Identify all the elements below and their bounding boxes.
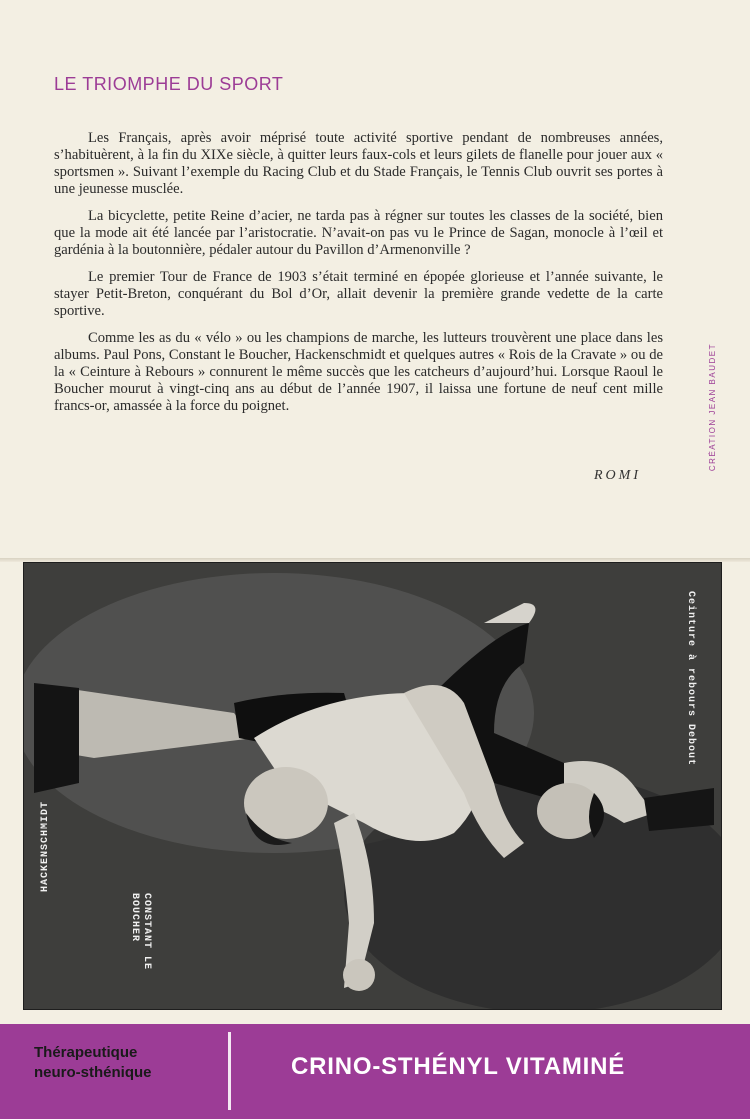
article-paragraph-3: Le premier Tour de France de 1903 s’était terminé en épopée glorieuse et l’année suivante, le stayer Petit-Breton, conquérant du Bol d’Or, allait devenir la première grande vedette de la carte sportive.: [54, 269, 663, 319]
product-tagline: [34, 1043, 152, 1083]
wrestler-name-constant-line2: LE BOUCHER: [129, 893, 152, 971]
product-brand: CRINO-STHÉNYL VITAMINÉ: [291, 1053, 626, 1080]
hold-caption-line2: Debout: [685, 724, 696, 767]
article-paragraph-4: Comme les as du « vélo » ou les champions de marche, les lutteurs trouvèrent une place dans les albums. Paul Pons, Constant le Boucher, Hackenschmidt et quelques autres « Rois de la Cravate » ou de la « Ceinture à Rebours » connurent le même succès que les catcheurs d’aujourd’hui. Lorsque Raoul le Boucher mourut à vingt-cinq ans au début de l’année 1907, il laissa une fortune de neuf cent mille francs-or, amassée à la force du poignet.: [54, 330, 663, 414]
article-body: [54, 130, 663, 425]
product-tagline-line1: Thérapeutique: [34, 1044, 138, 1061]
design-credit: CRÉATION JEAN BAUDET: [708, 343, 717, 472]
article-paragraph-2: La bicyclette, petite Reine d’acier, ne tarda pas à régner sur toutes les classes de la société, bien que la mode ait été lancée par l’aristocratie. N’avait-on pas vu le Prince de Sagan, monocle à l’œil et gardénia à la boutonnière, pédaler autour du Pavillon d’Armenonville ?: [54, 208, 663, 258]
wrestlers-photo: [23, 562, 722, 1010]
hold-caption: [684, 591, 696, 766]
product-tagline-line2: neuro-sthénique: [34, 1064, 152, 1081]
article-paragraph-1: Les Français, après avoir méprisé toute activité sportive pendant de nombreuses années, s’habituèrent, à la fin du XIXe siècle, à quitter leurs faux-cols et leurs gilets de flanelle pour jouer aux « sportsmen ». Suivant l’exemple du Racing Club et du Stade Français, le Tennis Club ouvrit ses portes à une jeunesse musclée.: [54, 130, 663, 197]
wrestler-name-constant: [128, 893, 152, 1009]
wrestler-name-hackenschmidt: HACKENSCHMIDT: [40, 801, 51, 893]
hold-caption-line1: Ceinture à rebours: [685, 591, 696, 718]
advert-banner: [0, 1024, 750, 1119]
author-signature: ROMI: [594, 468, 641, 483]
wrestler-name-constant-line1: CONSTANT: [141, 893, 152, 950]
banner-divider: [228, 1032, 231, 1110]
page-title: LE TRIOMPHE DU SPORT: [54, 74, 284, 94]
